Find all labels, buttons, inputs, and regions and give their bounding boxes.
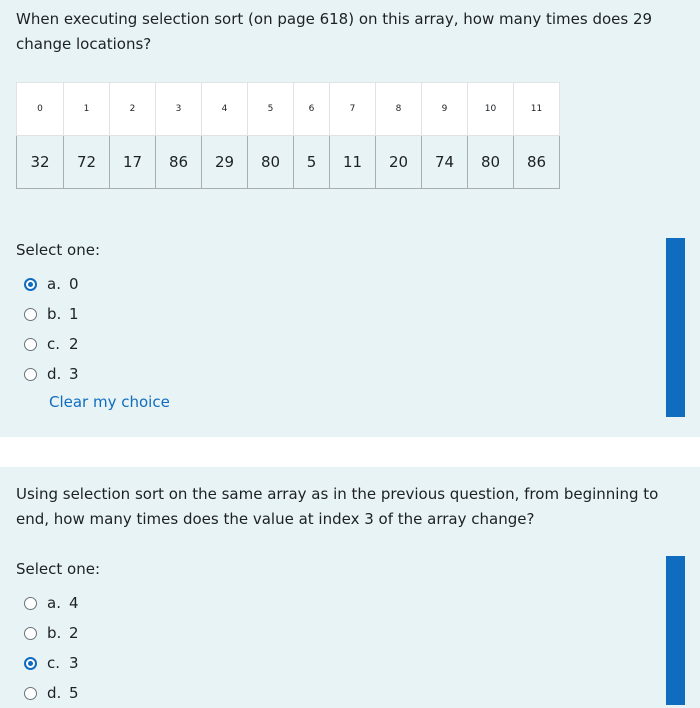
option-c[interactable] [24, 648, 79, 678]
index-cell: 4 [202, 83, 248, 136]
index-cell: 3 [156, 83, 202, 136]
question-2-scrollbar[interactable] [666, 556, 685, 705]
option-letter: d. [47, 365, 62, 383]
option-letter: c. [47, 335, 61, 353]
radio-button[interactable] [24, 597, 37, 610]
radio-button[interactable] [24, 368, 37, 381]
option-letter: a. [47, 275, 61, 293]
question-2-text: Using selection sort on the same array as in the previous question, from beginning to end, how many times does the value at index 3 of the array change? [16, 485, 659, 528]
option-letter: b. [47, 305, 62, 323]
radio-button[interactable] [24, 308, 37, 321]
index-cell: 10 [468, 83, 514, 136]
option-letter: a. [47, 594, 61, 612]
option-value: 3 [69, 654, 79, 672]
index-cell: 8 [376, 83, 422, 136]
question-1-options [24, 269, 79, 389]
value-cell: 29 [202, 136, 248, 189]
option-letter: d. [47, 684, 62, 702]
radio-button-checked[interactable] [24, 278, 37, 291]
value-cell: 11 [330, 136, 376, 189]
select-one-label: Select one: [16, 241, 101, 259]
array-table [16, 82, 560, 189]
radio-button[interactable] [24, 627, 37, 640]
option-b[interactable] [24, 299, 79, 329]
option-value: 5 [69, 684, 79, 702]
option-value: 2 [69, 624, 79, 642]
option-a[interactable] [24, 269, 79, 299]
index-cell: 1 [64, 83, 110, 136]
option-value: 0 [69, 275, 79, 293]
clear-my-choice-link[interactable]: Clear my choice [49, 393, 170, 411]
option-value: 3 [69, 365, 79, 383]
question-2 [0, 467, 700, 705]
option-value: 1 [69, 305, 79, 323]
index-cell: 7 [330, 83, 376, 136]
value-cell: 72 [64, 136, 110, 189]
index-cell: 2 [110, 83, 156, 136]
option-value: 4 [69, 594, 79, 612]
value-cell: 74 [422, 136, 468, 189]
index-cell: 6 [294, 83, 330, 136]
select-one-label: Select one: [16, 560, 101, 578]
option-d[interactable] [24, 678, 79, 708]
value-cell: 5 [294, 136, 330, 189]
option-d[interactable] [24, 359, 79, 389]
value-cell: 32 [17, 136, 64, 189]
radio-button[interactable] [24, 687, 37, 700]
option-letter: b. [47, 624, 62, 642]
index-cell: 5 [248, 83, 294, 136]
value-cell: 86 [514, 136, 560, 189]
index-cell: 11 [514, 83, 560, 136]
index-cell: 9 [422, 83, 468, 136]
value-cell: 17 [110, 136, 156, 189]
value-cell: 80 [468, 136, 514, 189]
question-2-options [24, 588, 79, 708]
value-cell: 20 [376, 136, 422, 189]
value-cell: 80 [248, 136, 294, 189]
question-separator [0, 437, 700, 467]
option-b[interactable] [24, 618, 79, 648]
option-c[interactable] [24, 329, 79, 359]
radio-button-checked[interactable] [24, 657, 37, 670]
array-index-row [17, 83, 560, 136]
question-1-text: When executing selection sort (on page 618) on this array, how many times does 29 change locations? [16, 10, 653, 53]
radio-button[interactable] [24, 338, 37, 351]
index-cell: 0 [17, 83, 64, 136]
option-a[interactable] [24, 588, 79, 618]
option-letter: c. [47, 654, 61, 672]
value-cell: 86 [156, 136, 202, 189]
array-value-row [17, 136, 560, 189]
option-value: 2 [69, 335, 79, 353]
question-1-scrollbar[interactable] [666, 238, 685, 417]
